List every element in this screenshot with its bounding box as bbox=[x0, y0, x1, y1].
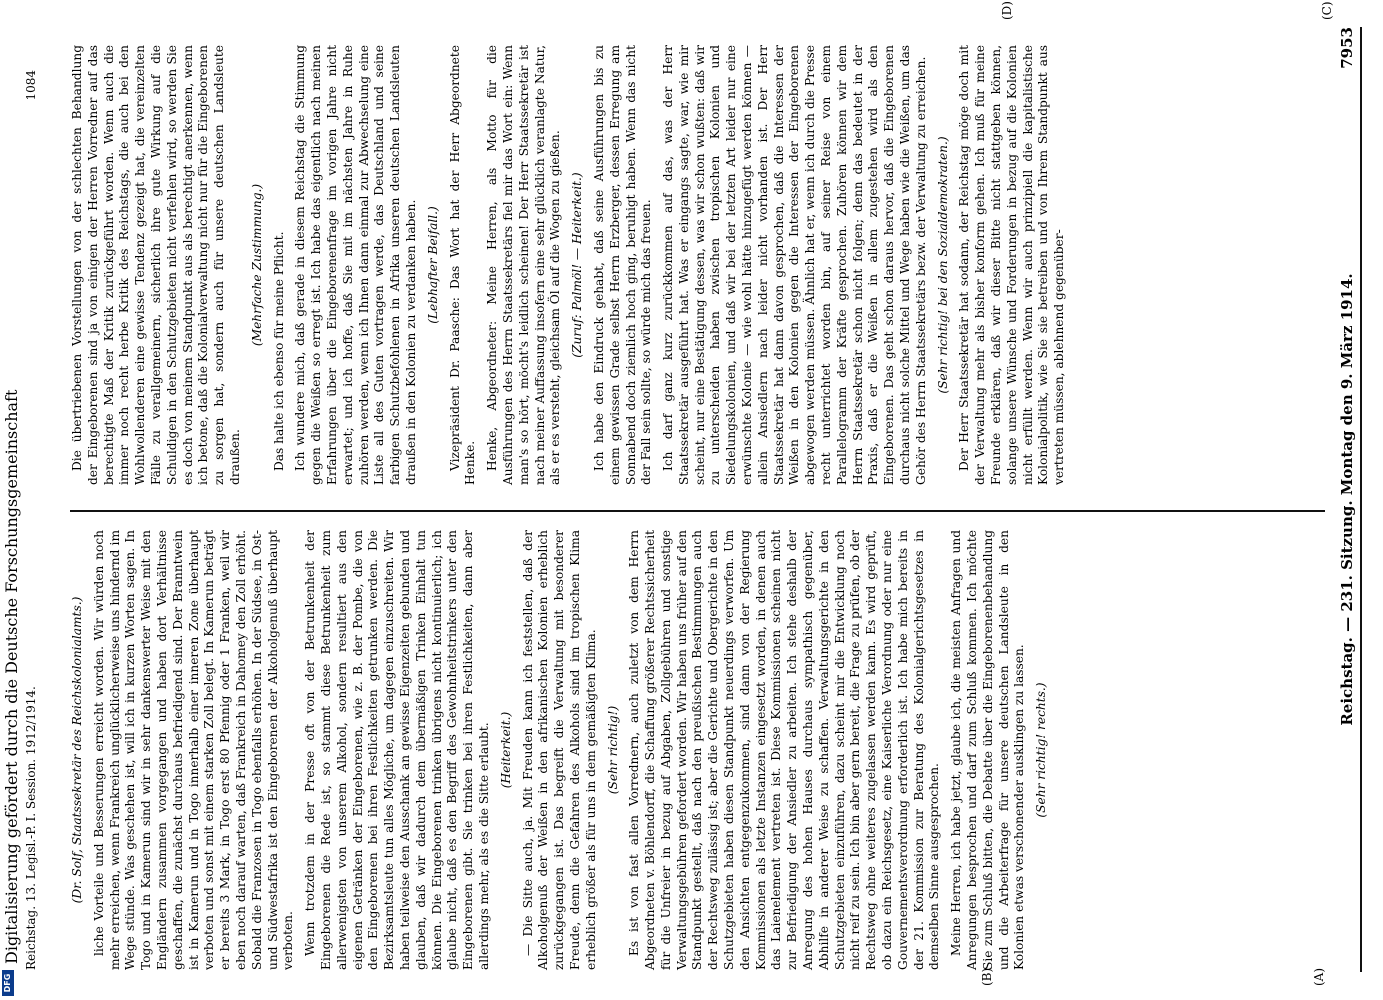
reaction: (Zuruf: Palmöl! — Heiterkeit.) bbox=[570, 172, 585, 358]
paragraph: Henke, Abgeordneter: Meine Herren, als Motto für die Ausführungen des Herrn Staatssekretärs fiel mir das Wort ein: Wenn man's so hört, möcht's leidlich scheinen! Der Herr Staatssekretär ist nach meiner Auffassung insofern eine sehr glücklich veranlagte Natur, als er es versteht, gleichsam Öl auf die Wogen zu gießen. bbox=[485, 45, 563, 485]
paragraph: Ich habe den Eindruck gehabt, daß seine Ausführungen bis zu einem gewissen Grade selbst Herrn Erzberger, dessen Erregung am Sonnabend doch ziemlich hoch ging, beruhigt haben. Wenn das nicht der Fall sein sollte, so würde mich das freuen. bbox=[591, 45, 654, 485]
reaction: (Mehrfache Zustimmung.) bbox=[249, 183, 264, 347]
paragraph: Der Herr Staatssekretär hat sodann, der Reichstag möge doch mit der Verwaltung mehr als bisher konform gehen. Ich muß für meine Freunde erklären, daß wir dieser Bitte nicht stattgeben können, solange unsere Wünsche und Forderungen in bezug auf die Kolonien nicht erfüllt werden. Wenn wir auch prinzipiell die kapitalistische Kolonialpolitik, wie Sie sie betreiben und von Ihrem Standpunkt aus vertreten müssen, ablehnend gegenüber- bbox=[957, 45, 1067, 485]
margin-mark-a: (A) bbox=[1312, 967, 1326, 986]
dfg-logo: DFG bbox=[2, 970, 14, 996]
reaction: (Lebhafter Beifall.) bbox=[425, 206, 440, 324]
speaker-line: (Dr. Solf, Staatssekretär des Reichskolonialamts.) bbox=[70, 596, 84, 904]
paragraph: Ich wundere mich, daß gerade in diesem Reichstag die Stimmung gegen die Weißen so erregt ist. Ich habe das eigentlich nach meinen Erfahrungen über die Eingeborenenfrage im vorigen Jahre nicht erwartet; und ich hoffe, daß Sie mit im nächsten Jahre in Ruhe zuhören werden, wenn ich Ihnen dann einmal zur Abwechselung eine Liste all des Guten vortragen werde, das Deutschland und seine farbigen Schutzbefohlenen in Afrika unseren deutschen Landsleuten draußen in den Kolonien zu verdanken haben. bbox=[293, 45, 418, 485]
credit-text: Digitalisierung gefördert durch die Deutsche Forschungsgemeinschaft bbox=[2, 389, 21, 964]
reaction: (Sehr richtig!) bbox=[605, 705, 620, 795]
paragraph: Die übertriebenen Vorstellungen von der schlechten Behandlung der Eingeborenen sind ja von einigen der Herren Vorredner auf das berechtigte Maß der Kritik zurückgeführt worden. Wenn auch die immer noch recht herbe Kritik des Reichstags, die auch bei den Wohlwollenderen eine gewisse Tendenz gezeigt hat, die vereinzelten Fälle zu verallgemeinern, sicherlich ihre gute Wirkung auf die Schuldigen in den Schutzgebieten nicht verfehlen wird, so werden Sie es doch von meinem Standpunkt aus als berechtigt anerkennen, wenn ich betone, daß die Kolonialverwaltung nicht nur für die Eingeborenen zu sorgen hat, sondern auch für unsere deutschen Landsleute draußen. bbox=[70, 45, 242, 485]
reaction: (Sehr richtig! rechts.) bbox=[1034, 682, 1049, 818]
paragraph: — Die Sitte auch, ja. Mit Freuden kann ich feststellen, daß der Alkoholgenuß der Weißen in den afrikanischen Kolonien erheblich zurückgegangen ist. Das begreift die Verwaltung mit besonderer Freude, denn die Gefahren des Alkohols sind im tropischen Klima erheblich größer als für uns in dem gemäßigten Klima. bbox=[520, 530, 598, 970]
page-header bbox=[1330, 27, 1362, 972]
paragraph: Wenn trotzdem in der Presse oft von der Betrunkenheit der Eingeborenen die Rede ist, so stammt diese Betrunkenheit zum allerwenigsten von unserem Alkohol, sondern resultiert aus den eigenen Getränken der Eingeborenen, wie z. B. der Pombe, die von den Eingeborenen bei ihren Festlichkeiten getrunken werden. Die Bezirksamtsleute tun alles Mögliche, um dagegen einzuschreiten. Wir haben teilweise den Ausschank an gewisse Eigenzeiten gebunden und glauben, daß wir dadurch dem übermäßigen Trinken Einhalt tun können. Die Eingeborenen trinken übrigens nicht kontinuierlich; ich glaube nicht, daß es den Begriff des Gewohnheitstrinkers unter den Eingeborenen gibt. Sie trinken bei ihren Festlichkeiten, dann aber allerdings mehr, als es die Sitte erlaubt. bbox=[303, 530, 491, 970]
paragraph: liche Vorteile und Besserungen erreicht worden. Wir würden noch mehr erreichen, wenn Frankreich unglücklicherweise uns hindernd im Wege stünde. Was geschehen ist, will ich in kurzen Worten sagen. In Togo und in Kamerun sind wir in sehr dankenswerter Weise mit den Engländern zusammen vorgegangen und haben dort Verhältnisse geschaffen, die zunächst durchaus befriedigend sind. Der Branntwein ist in Kamerun und in Togo innerhalb einer inneren Zone überhaupt verboten und sonst mit einem starken Zoll belegt. In Kamerun beträgt er bereits 3 Mark, in Togo erst 80 Pfennig oder 1 Franken, weil wir eben noch darauf warten, daß Frankreich in Dahomey den Zoll erhöht. Sobald die Franzosen in Togo ebenfalls erhöhen. In der Südsee, in Ost- und Südwestafrika ist den Eingeborenen der Alkoholgenuß überhaupt verboten. bbox=[91, 530, 296, 970]
digitization-credit bbox=[0, 0, 21, 1000]
right-column bbox=[70, 45, 1074, 485]
margin-mark-d: (D) bbox=[1000, 1, 1014, 20]
reaction: (Sehr richtig! bei den Sozialdemokraten.) bbox=[935, 136, 950, 394]
paragraph: Vizepräsident Dr. Paasche: Das Wort hat der Herr Abgeordnete Henke. bbox=[447, 45, 478, 485]
footer-number: 1084 bbox=[24, 70, 38, 101]
page-footer bbox=[20, 30, 48, 970]
page-number: 7953 bbox=[1338, 27, 1356, 69]
header-title: Reichstag. — 231. Sitzung. Montag den 9. März 1914. bbox=[1338, 273, 1356, 726]
paragraph: Ich darf ganz kurz zurückkommen auf das, was der Herr Staatssekretär ausgeführt hat. Was er eingangs sagte, war, wie mir scheint, nur eine Bestätigung dessen, was wir schon wußten: daß wir zu unterscheiden haben zwischen tropischen Kolonien und Siedelungskolonien, und daß wir bei der letzten Art leider nur eine erwünschte Kolonie — wie wohl hätte hinzugefügt werden können — allein Ansiedlern nach leider nicht vorhanden ist. Der Herr Staatssekretär hat dann davon gesprochen, daß die Interessen der Weißen in den Kolonien gegen die Interessen der Eingeborenen abgewogen werden müssen. Ähnlich hat er, wenn ich durch die Presse recht unterrichtet worden bin, auf seiner Reise von einem Parallelogramm der Kräfte gesprochen. Zuhören können wir dem Herrn Staatssekretär schon nicht folgen; denn das bedeutet in der Praxis, daß er die Weißen in allem zugestehen wird als den Eingeborenen. Das geht schon daraus hervor, daß die Eingeborenen durchaus nicht solche Mittel und Wege haben wie die Weißen, um das Gehör des Herrn Staatssekretärs bezw. der Verwaltung zu erreichen. bbox=[661, 45, 928, 485]
margin-mark-b: (B) bbox=[980, 967, 994, 986]
left-column bbox=[70, 530, 1056, 970]
footer-citation: Reichstag. 13. Legisl.-P. I. Session. 1912/1914. bbox=[24, 686, 38, 970]
paragraph: Das halte ich ebenso für meine Pflicht. bbox=[271, 231, 286, 471]
margin-mark-c: (C) bbox=[1320, 1, 1334, 20]
paragraph: Meine Herren, ich habe jetzt, glaube ich, die meisten Anfragen und Anregungen besprochen und darf zum Schluß kommen. Ich möchte Sie zum Schluß bitten, die Debatte über die Eingeborenenbehandlung und die Arbeiterfrage für unsere deutschen Landsleute in den Kolonien etwas verschonender ausklingen zu lassen. bbox=[949, 530, 1027, 970]
paragraph: Es ist von fast allen Vorrednern, auch zuletzt von dem Herrn Abgeordneten v. Böhlendorff, die Schaffung größerer Rechtssicherheit für die Unfreier in bezug auf Abgaben, Zollgebühren und sonstige Verwaltungsgebühren gefordert worden. Wir haben uns früher auf den Standpunkt gestellt, daß nach den preußischen Bestimmungen auch der Rechtsweg zulässig ist; aber die Gerichte und Obergerichte in den Schutzgebieten haben diesen Standpunkt neuerdings verworfen. Um den Ansichten entgegenzukommen, sind dann von der Regierung Kommissionen als letzte Instanzen eingesetzt worden, in denen auch das Laienelement vertreten ist. Diese Kommissionen scheinen nicht zur Befriedigung der Ansiedler zu arbeiten. Ich stehe deshalb der Anregung des hohen Hauses durchaus sympathisch gegenüber, Abhilfe in anderer Weise zu schaffen. Verwaltungsgerichte in den Schutzgebieten einzuführen, dazu scheint mir die Entwicklung noch nicht reif zu sein. Ich bin aber gern bereit, die Frage zu prüfen, ob der Rechtsweg ohne weiteres zugelassen werden kann. Es wird geprüft, ob dazu ein Reichsgesetz, eine Kaiserliche Verordnung oder nur eine Gouvernementsverordnung erforderlich ist. Ich habe mich bereits in der 21. Kommission zur Beratung des Kolonialgerichtsgesetzes in demselben Sinne ausgesprochen. bbox=[627, 530, 942, 970]
reaction: (Heiterkeit.) bbox=[498, 711, 513, 789]
column-divider bbox=[70, 510, 1325, 512]
